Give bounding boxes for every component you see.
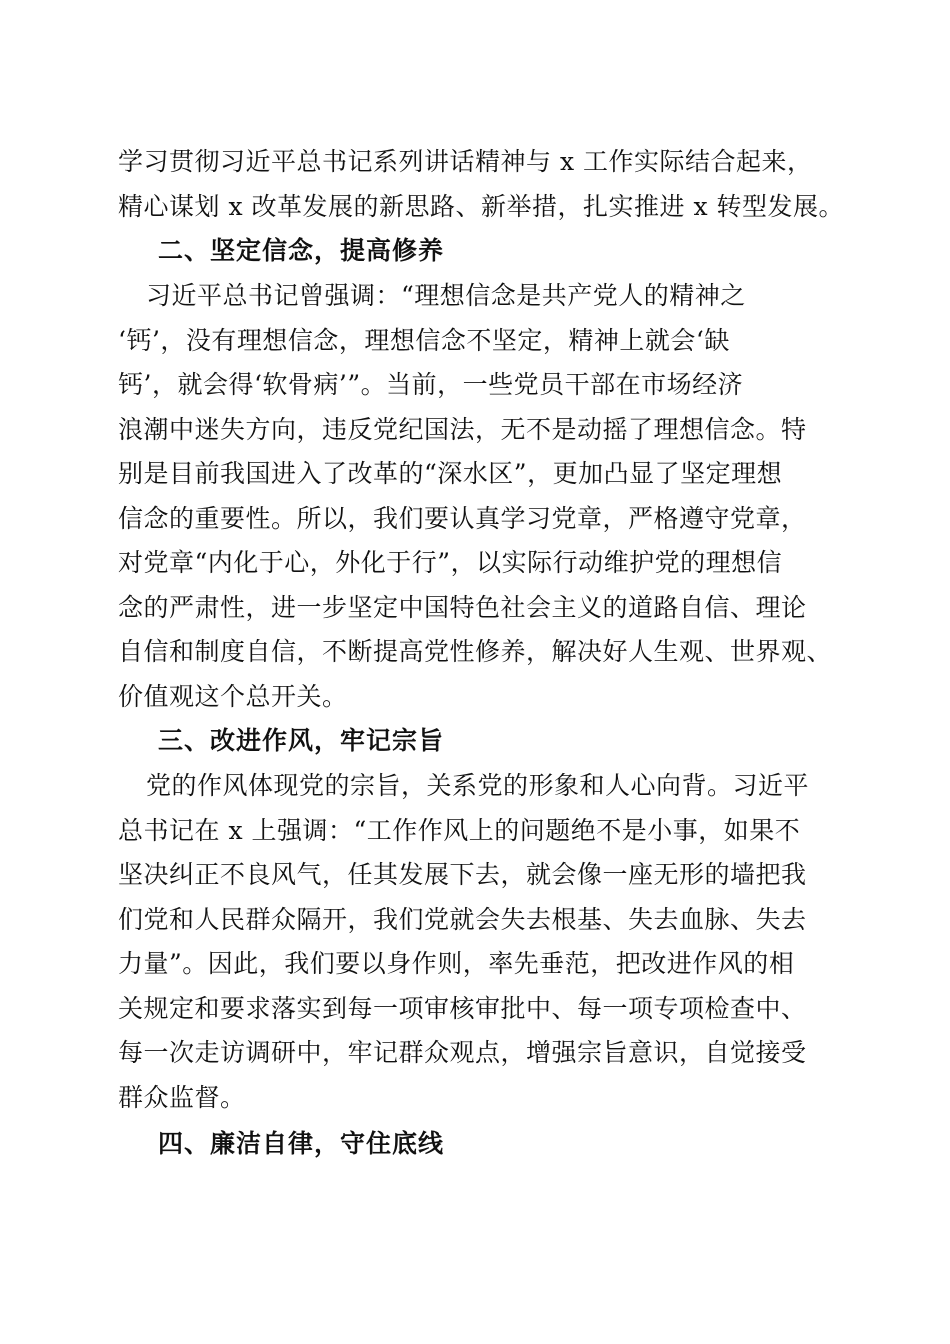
text-line: 力量”。因此，我们要以身作则，率先垂范，把改进作风的相 bbox=[118, 949, 795, 978]
text-line: 钙’，就会得‘软骨病’”。当前，一些党员干部在市场经济 bbox=[118, 370, 744, 399]
text-line: 价值观这个总开关。 bbox=[118, 681, 348, 711]
text-line: 浪潮中迷失方向，违反党纪国法，无不是动摇了理想信念。特 bbox=[118, 414, 807, 444]
text-line: 别是目前我国进入了改革的“深水区”，更加凸显了坚定理想 bbox=[118, 459, 783, 488]
text-line: 总书记在 x 上强调：“工作作风上的问题绝不是小事，如果不 bbox=[118, 815, 801, 845]
text-line: 们党和人民群众隔开，我们党就会失去根基、失去血脉、失去 bbox=[118, 904, 807, 934]
section-heading-2: 二、坚定信念，提高修养 bbox=[158, 236, 445, 265]
section-2-paragraph bbox=[118, 274, 832, 719]
intro-paragraph bbox=[118, 140, 844, 229]
text-line: 每一次走访调研中，牢记群众观点，增强宗旨意识，自觉接受 bbox=[118, 1038, 807, 1067]
text-line: 群众监督。 bbox=[118, 1082, 246, 1112]
text-line: 精心谋划 x 改革发展的新思路、新举措，扎实推进 x 转型发展。 bbox=[118, 191, 844, 221]
text-line: 习近平总书记曾强调：“理想信念是共产党人的精神之 bbox=[146, 281, 746, 310]
text-line: 自信和制度自信，不断提高党性修养，解决好人生观、世界观、 bbox=[118, 637, 833, 666]
text-line: 信念的重要性。所以，我们要认真学习党章，严格遵守党章， bbox=[118, 503, 807, 533]
text-line: 党的作风体现党的宗旨，关系党的形象和人心向背。习近平 bbox=[146, 771, 810, 800]
text-line: 念的严肃性，进一步坚定中国特色社会主义的道路自信、理论 bbox=[118, 592, 807, 622]
text-line: 坚决纠正不良风气，任其发展下去，就会像一座无形的墙把我 bbox=[118, 860, 807, 889]
section-heading-3: 三、改进作风，牢记宗旨 bbox=[158, 726, 445, 755]
text-line: ‘钙’，没有理想信念，理想信念不坚定，精神上就会‘缺 bbox=[118, 325, 730, 355]
text-line: 学习贯彻习近平总书记系列讲话精神与 x 工作实际结合起来， bbox=[118, 147, 813, 176]
text-line: 对党章“内化于心，外化于行”，以实际行动维护党的理想信 bbox=[118, 548, 783, 577]
text-line: 关规定和要求落实到每一项审核审批中、每一项专项检查中、 bbox=[118, 993, 807, 1023]
section-heading-4: 四、廉洁自律，守住底线 bbox=[158, 1129, 445, 1158]
section-3-paragraph bbox=[118, 764, 832, 1120]
